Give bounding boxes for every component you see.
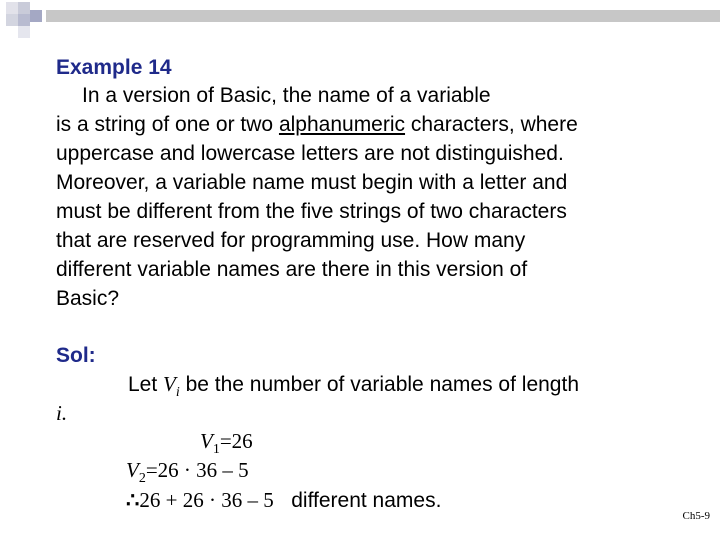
decor-square xyxy=(18,2,30,14)
decor-square xyxy=(30,10,42,22)
text-run: =26 xyxy=(219,429,253,453)
paragraph-line: must be different from the five strings of two characters xyxy=(56,200,567,223)
math-variable: V xyxy=(163,372,176,396)
paragraph-line: that are reserved for programming use. How many xyxy=(56,229,526,252)
paragraph-line: In a version of Basic, the name of a variable xyxy=(82,84,491,107)
math-expression: 26 + 26 · 36 – 5 xyxy=(139,488,274,512)
math-variable: V xyxy=(126,458,139,482)
paragraph-line: different variable names are there in this version of xyxy=(56,258,528,281)
paragraph-line: Basic? xyxy=(56,287,120,310)
corner-decoration xyxy=(0,0,720,50)
decor-square xyxy=(18,14,30,26)
text-run: different names. xyxy=(273,489,442,512)
decor-square xyxy=(6,14,18,26)
text-run: characters, where xyxy=(405,113,578,136)
sol-definition xyxy=(128,370,579,407)
text-run: be the number of variable names of length xyxy=(179,373,579,396)
header-bar xyxy=(46,10,720,22)
math-variable: V xyxy=(200,429,213,453)
decor-square xyxy=(18,26,30,38)
paragraph-line: uppercase and lowercase letters are not distinguished. xyxy=(56,142,564,165)
text-run: Let xyxy=(128,373,164,396)
paragraph-line: Moreover, a variable name must begin with a letter and xyxy=(56,171,568,194)
text-run: =26 · 36 – 5 xyxy=(145,458,249,482)
decor-square xyxy=(6,2,18,14)
slide-number: Ch5-9 xyxy=(682,510,710,522)
slide-title: Example 14 xyxy=(56,56,172,79)
length-variable: i. xyxy=(56,401,68,425)
math-subscript: 2 xyxy=(138,471,146,486)
paragraph-line xyxy=(56,111,578,139)
therefore-icon: ∴ xyxy=(126,488,140,512)
math-subscript: i xyxy=(175,385,180,400)
total-result xyxy=(126,486,441,515)
text-run: is a string of one or two xyxy=(56,113,279,136)
math-subscript: 1 xyxy=(212,442,220,457)
sol-label: Sol: xyxy=(56,344,96,367)
underlined-term: alphanumeric xyxy=(278,113,406,136)
